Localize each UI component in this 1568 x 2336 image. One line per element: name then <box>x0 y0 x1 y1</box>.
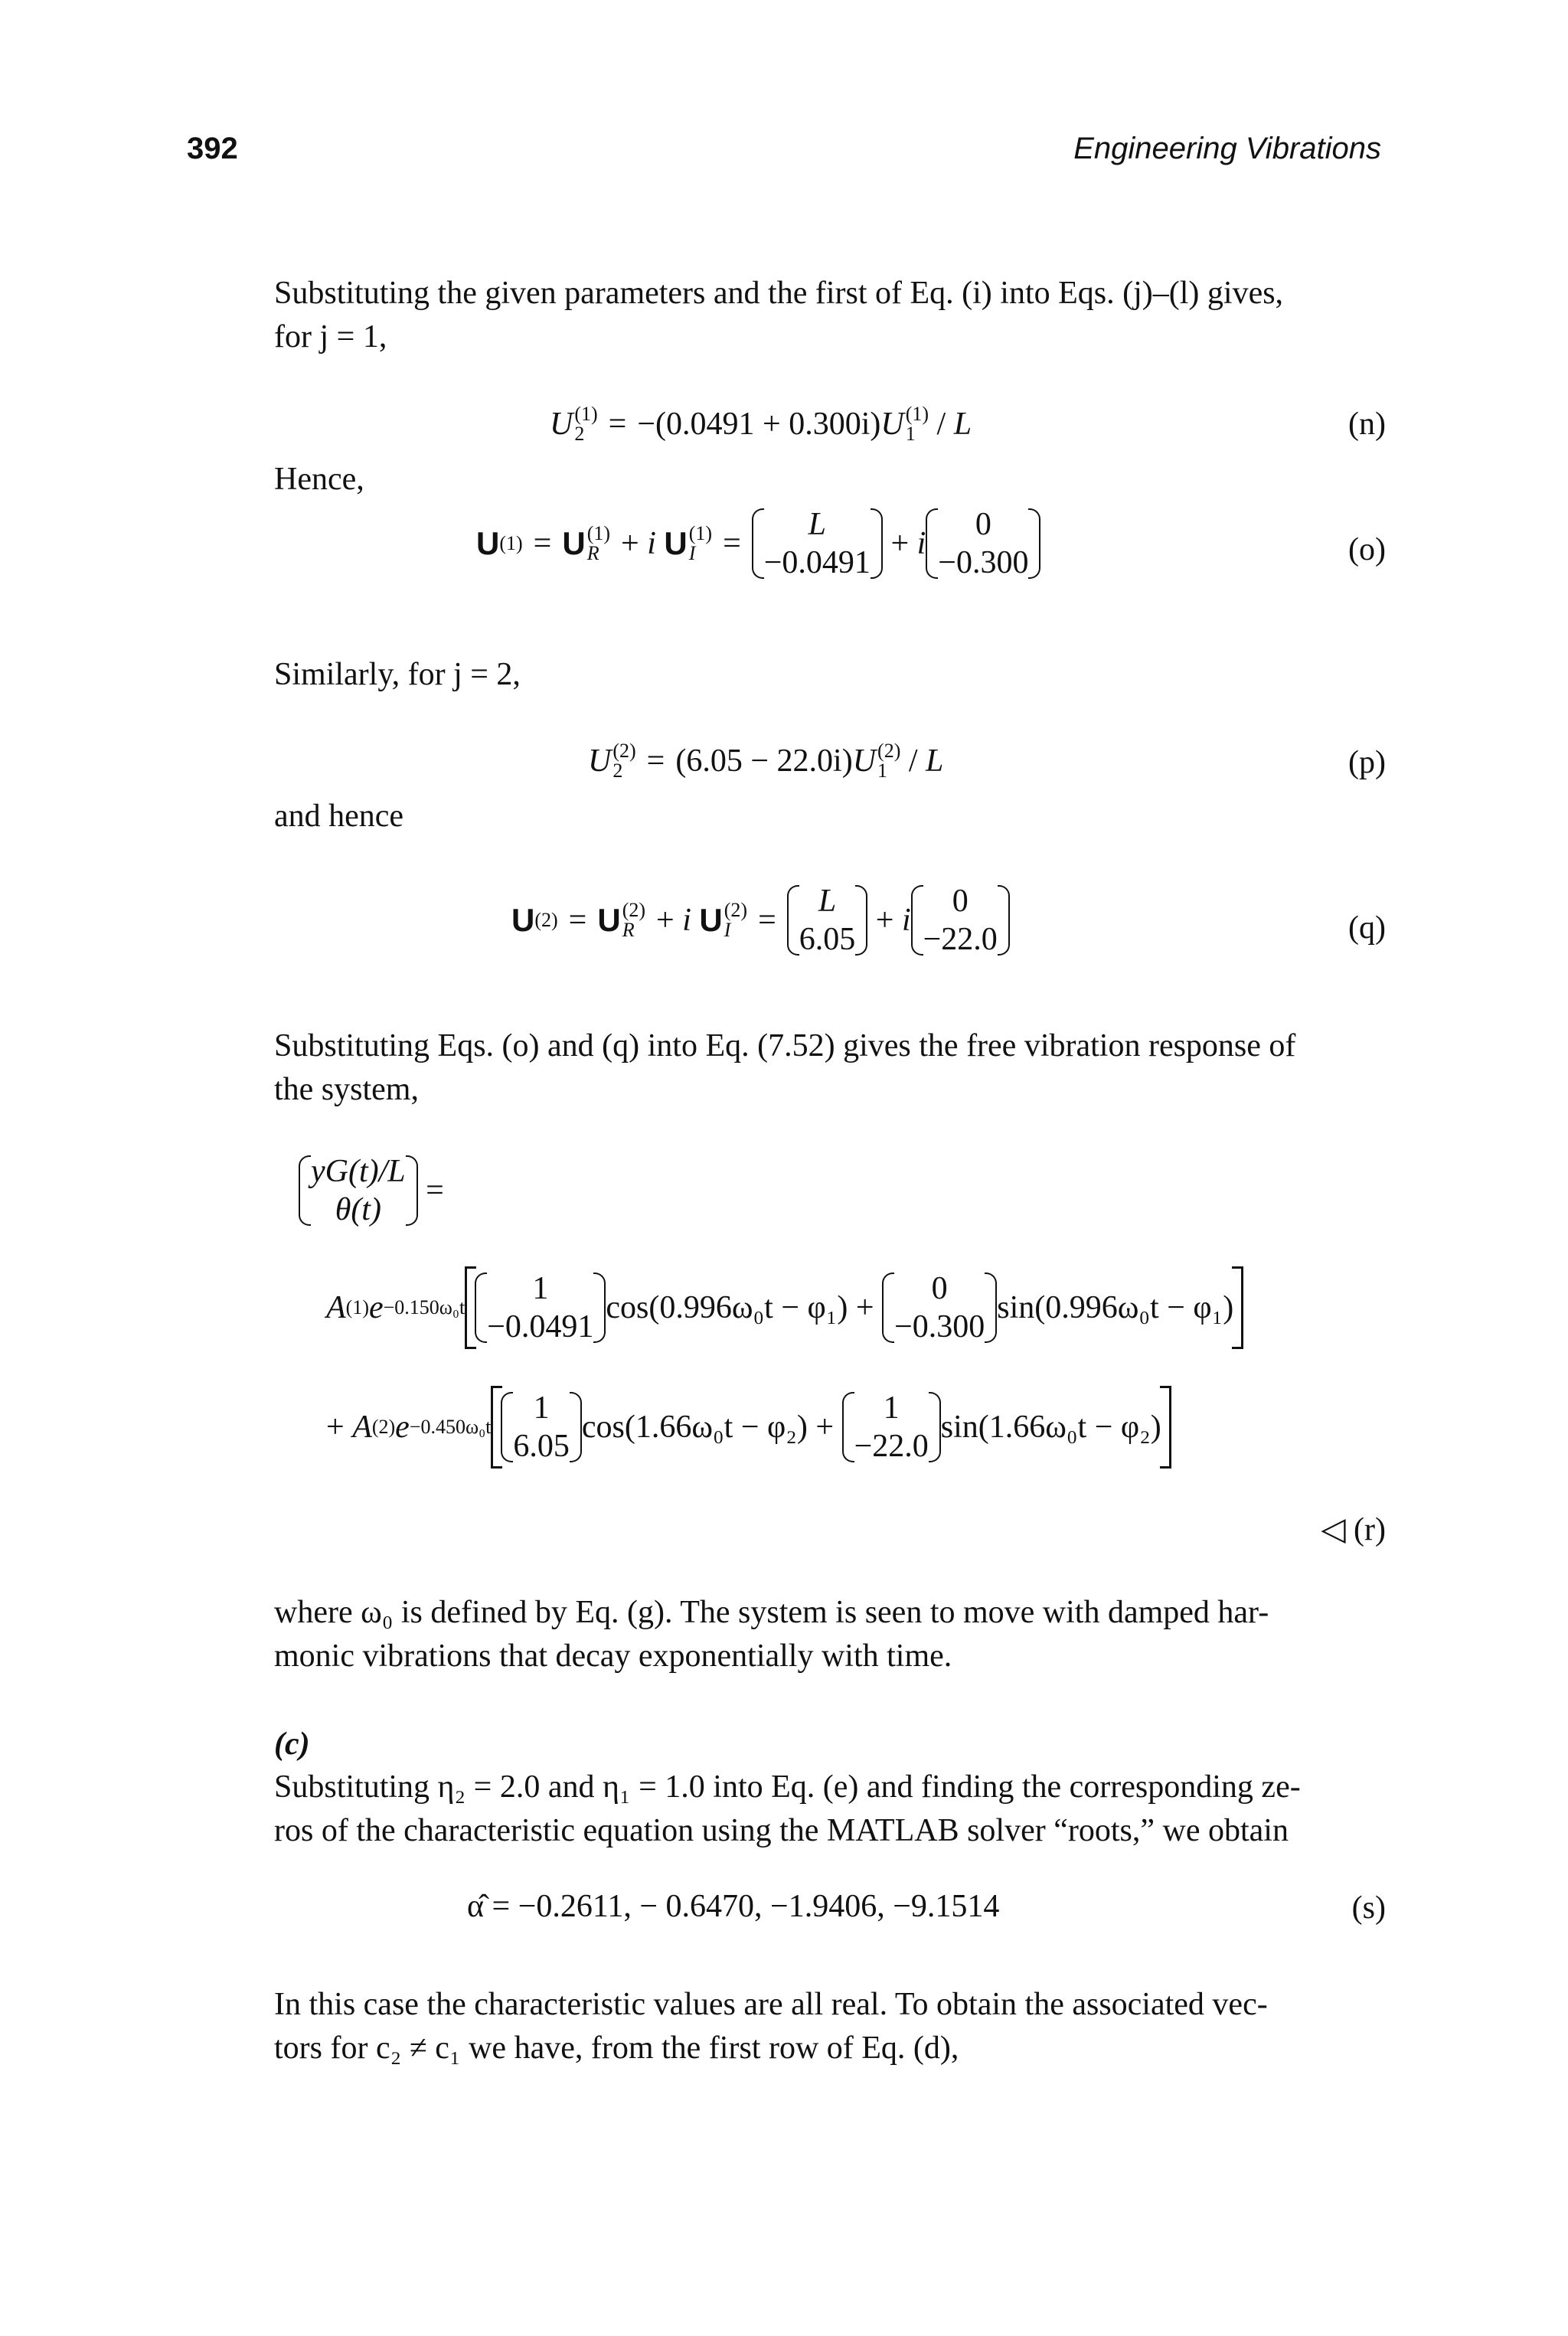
equation-r-term2: + A (2) e −0.450ω₀t 1 6.05 cos(1.66ω₀t − φ₂) + 1 −22.0 sin(1.66ω₀t − φ₂) <box>326 1386 1171 1469</box>
bracket: 1 6.05 cos(1.66ω₀t − φ₂) + 1 −22.0 sin(1.66ω₀t − φ₂) <box>491 1386 1171 1469</box>
eq-n-coefficient: (0.0491 + 0.300i) <box>655 407 881 442</box>
equation-p: U (2) 2 = (6.05 − 22.0i) U (2) 1 / L <box>588 740 944 782</box>
text-line: monic vibrations that decay exponentially with time. <box>274 1638 952 1674</box>
bracket: 1 −0.0491 cos(0.996ω₀t − φ₁) + 0 −0.300 sin(0.996ω₀t − φ₁) <box>465 1266 1243 1349</box>
text-line: Substituting η₂ = 2.0 and η₁ = 1.0 into Eq. (e) and finding the corresponding ze- <box>274 1769 1301 1805</box>
eq-p-coefficient: (6.05 − 22.0i) <box>675 743 853 779</box>
running-title: Engineering Vibrations <box>1073 132 1381 165</box>
vector: 0 −22.0 <box>911 882 1010 959</box>
text-line: ros of the characteristic equation using the MATLAB solver “roots,” we obtain <box>274 1813 1289 1848</box>
equation-label-p: (p) <box>1348 745 1386 780</box>
paragraph-part-c <box>274 1766 1386 1853</box>
equation-label-s: (s) <box>1351 1890 1386 1926</box>
vector: 0 −0.300 <box>926 505 1040 582</box>
vector: 1 6.05 <box>501 1389 582 1465</box>
equation-label-n: (n) <box>1348 407 1386 442</box>
text-hence: Hence, <box>274 462 364 497</box>
equation-label-r: ◁ (r) <box>1321 1512 1386 1547</box>
page-number: 392 <box>187 132 238 165</box>
text-line: the system, <box>274 1072 419 1107</box>
vector: yG(t)/L θ(t) <box>299 1152 418 1229</box>
text-similarly: Similarly, for j = 2, <box>274 657 521 692</box>
equation-n: U (1) 2 = − (0.0491 + 0.300i) U (1) 1 / L <box>550 403 972 445</box>
paragraph-intro <box>274 272 1386 359</box>
paragraph-substituting <box>274 1024 1386 1112</box>
vector: L 6.05 <box>787 882 868 959</box>
text-line: Substituting Eqs. (o) and (q) into Eq. (7.52) gives the free vibration response of <box>274 1028 1296 1063</box>
text-and-hence: and hence <box>274 799 404 834</box>
equation-o: U (1) = U (1) R + i U (1) I = L −0.0491 + i 0 −0.300 <box>476 505 1040 582</box>
text-line: for j = 1, <box>274 319 387 354</box>
exponent: −0.450ω₀t <box>409 1416 492 1438</box>
vector: 1 −22.0 <box>842 1389 941 1465</box>
text-line: Substituting the given parameters and the first of Eq. (i) into Eqs. (j)–(l) gives, <box>274 276 1284 311</box>
equation-q: U (2) = U (2) R + i U (2) I = L 6.05 + i 0 −22.0 <box>511 882 1010 959</box>
paragraph-final <box>274 1983 1386 2070</box>
equation-label-o: (o) <box>1348 532 1386 567</box>
vector: 0 −0.300 <box>882 1269 997 1346</box>
part-label-c: (c) <box>274 1727 310 1762</box>
equation-r-lhs: yG(t)/L θ(t) = <box>299 1152 444 1229</box>
text-line: tors for c₂ ≠ c₁ we have, from the first row of Eq. (d), <box>274 2031 959 2066</box>
equation-r-term1: A (1) e −0.150ω₀t 1 −0.0491 cos(0.996ω₀t − φ₁) + 0 −0.300 sin(0.996ω₀t − φ₁) <box>326 1266 1243 1349</box>
text-line: where ω₀ is defined by Eq. (g). The system is seen to move with damped har- <box>274 1595 1269 1630</box>
equation-s: α̂ = −0.2611, − 0.6470, −1.9406, −9.1514 <box>467 1889 1000 1924</box>
exponent: −0.150ω₀t <box>383 1296 466 1318</box>
vector: 1 −0.0491 <box>475 1269 606 1346</box>
equation-label-q: (q) <box>1348 910 1386 946</box>
paragraph-where <box>274 1591 1386 1678</box>
text-line: In this case the characteristic values are all real. To obtain the associated vec- <box>274 1987 1268 2022</box>
vector: L −0.0491 <box>752 505 883 582</box>
